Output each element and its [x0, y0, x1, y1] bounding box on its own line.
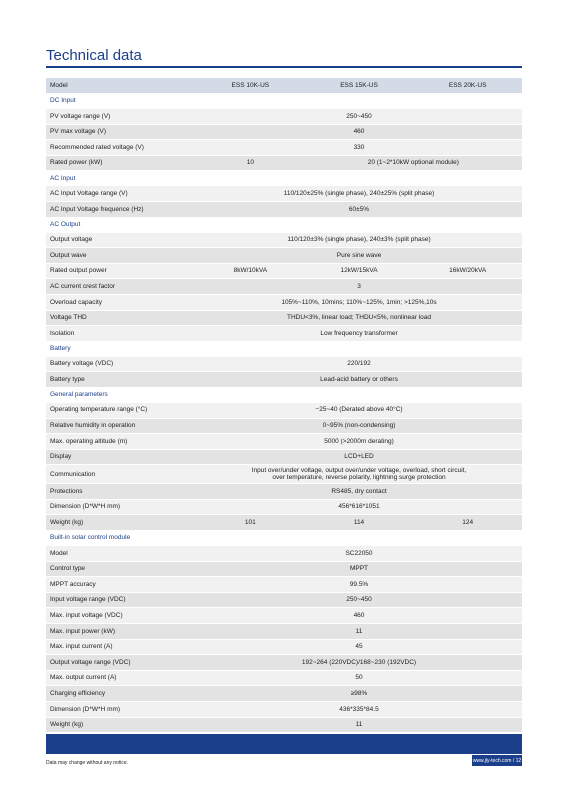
header-col-15k: ESS 15K-US: [340, 81, 378, 89]
spec-value: 105%~110%, 10mins; 110%~125%, 1min; >125%,10s: [281, 298, 437, 306]
spec-row: [46, 702, 522, 718]
spec-value: MPPT: [349, 565, 369, 573]
spec-row: [46, 419, 522, 435]
spec-value: ≥98%: [350, 689, 368, 697]
spec-label: PV max voltage (V): [50, 128, 106, 136]
spec-label: Max. input voltage (VDC): [50, 612, 123, 619]
spec-label: Max. input power (kW): [50, 627, 116, 635]
spec-cells: [196, 159, 522, 166]
spec-label: Relative humidity in operation: [50, 422, 136, 430]
spec-row: [46, 484, 522, 500]
spec-label: Input voltage range (VDC): [50, 596, 126, 604]
spec-label: AC current crest factor: [50, 282, 116, 290]
spec-row: [46, 434, 522, 450]
spec-value: −25~40 (Derated above 40°C): [315, 406, 403, 414]
spec-value: 0~95% (non-condensing): [322, 422, 396, 430]
spec-cell: 124: [462, 519, 474, 527]
spec-label: Weight (kg): [50, 721, 84, 729]
table-body: [46, 94, 522, 733]
section-label: AC Output: [50, 220, 81, 228]
section-heading: [46, 388, 522, 403]
spec-table: [46, 78, 522, 733]
spec-row: [46, 450, 522, 466]
spec-label: Battery voltage (VDC): [50, 360, 114, 368]
spec-cell: 20 (1~2*10kW optional module): [367, 159, 459, 167]
section-heading: [46, 531, 522, 546]
spec-label: Communication: [50, 470, 96, 478]
spec-row: [46, 125, 522, 141]
spec-value: 5000 (>2000m derating): [324, 437, 394, 445]
spec-row: [46, 403, 522, 419]
spec-label: Isolation: [50, 329, 75, 337]
spec-value: 456*616*1051: [338, 503, 380, 511]
spec-label: Max. input current (A): [50, 643, 113, 651]
spec-value: 192~264 (220VDC)/168~230 (192VDC): [301, 658, 417, 666]
section-heading: [46, 342, 522, 357]
spec-row: [46, 109, 522, 125]
spec-row: [46, 248, 522, 264]
spec-label: Voltage THD: [50, 314, 87, 322]
page-title: Technical data: [46, 47, 142, 64]
spec-label: Protections: [50, 487, 83, 495]
spec-cell: 114: [353, 519, 365, 527]
section-label: Battery: [50, 344, 71, 352]
header-col-10k: ESS 10K-US: [231, 81, 270, 89]
spec-row: [46, 465, 522, 484]
spec-label: Dimension (D*W*H mm): [50, 503, 121, 511]
footer-bar: [46, 734, 522, 754]
spec-label: Overload capacity: [50, 298, 103, 306]
section-label: AC Input: [50, 174, 76, 182]
footer-link[interactable]: www.jly-tech.com / 12: [472, 755, 522, 766]
spec-row: [46, 233, 522, 249]
spec-label: Max. output current (A): [50, 674, 117, 682]
spec-cell: 10: [246, 159, 254, 167]
header-col-20k: ESS 20K-US: [448, 81, 487, 89]
spec-value-line: Input over/under voltage, output over/under voltage, overload, short circuit,: [251, 466, 467, 474]
spec-value: 99.5%: [349, 580, 369, 588]
spec-row: [46, 546, 522, 562]
spec-value: 330: [353, 143, 365, 151]
spec-row: [46, 593, 522, 609]
spec-row: [46, 655, 522, 671]
spec-row: [46, 671, 522, 687]
section-heading: [46, 94, 522, 109]
spec-value: 11: [355, 627, 363, 635]
spec-value: Low frequency transformer: [320, 329, 398, 337]
spec-row: [46, 186, 522, 202]
spec-row: [46, 562, 522, 578]
spec-value: 220/192: [347, 360, 371, 368]
spec-row: [46, 515, 522, 531]
spec-cells: [196, 519, 522, 526]
spec-row: [46, 624, 522, 640]
spec-label: Dimension (D*W*H mm): [50, 705, 121, 713]
spec-label: Output wave: [50, 251, 87, 259]
spec-label: Control type: [50, 565, 86, 573]
spec-row: [46, 500, 522, 516]
spec-cell: 101: [244, 519, 256, 527]
spec-cell: 8kW/10kVA: [233, 267, 268, 275]
section-heading: [46, 171, 522, 186]
spec-value: 250~450: [346, 112, 372, 120]
spec-row: [46, 156, 522, 172]
spec-row: [46, 372, 522, 388]
spec-value: 460: [353, 128, 365, 136]
section-label: Built-in solar control module: [50, 534, 131, 542]
spec-value: LCD+LED: [344, 453, 374, 461]
title-divider: [46, 66, 522, 68]
spec-value: 11: [355, 721, 363, 729]
spec-value: RS485, dry contact: [331, 487, 387, 495]
spec-row: [46, 577, 522, 593]
spec-label: AC Input Voltage frequence (Hz): [50, 205, 144, 213]
spec-value: 3: [357, 282, 361, 290]
spec-value: Lead-acid battery or others: [320, 375, 398, 383]
spec-value: 460: [353, 612, 365, 619]
spec-value: 60±5%: [348, 205, 370, 213]
spec-label: Recommended rated voltage (V): [50, 143, 144, 151]
spec-label: Charging efficiency: [50, 689, 106, 697]
spec-value-line: over temperature, reverse polarity, lightning surge protection: [272, 474, 446, 482]
spec-label: Rated power (kW): [50, 159, 103, 167]
section-heading: [46, 218, 522, 233]
spec-label: Display: [50, 453, 72, 461]
disclaimer: Data may change without any notice.: [46, 760, 128, 766]
spec-label: Output voltage range (VDC): [50, 658, 131, 666]
spec-value: 110/120±3% (single phase), 240±3% (split phase): [287, 236, 431, 244]
spec-row: [46, 140, 522, 156]
spec-value: 436*335*84.5: [339, 705, 379, 713]
spec-value-multiline: [196, 467, 522, 482]
spec-row: [46, 640, 522, 656]
spec-row: [46, 718, 522, 734]
header-label: Model: [50, 81, 68, 89]
spec-label: Battery type: [50, 375, 85, 383]
header-cells: [196, 82, 522, 89]
spec-label: MPPT accuracy: [50, 580, 96, 588]
spec-row: [46, 264, 522, 280]
spec-value: SC22050: [345, 549, 373, 557]
spec-value: 45: [355, 643, 363, 651]
spec-cell: 16kW/20kVA: [449, 267, 487, 275]
spec-row: [46, 202, 522, 218]
spec-label: Rated output power: [50, 267, 107, 275]
section-label: General parameters: [50, 391, 108, 399]
spec-value: 250~450: [346, 596, 372, 604]
spec-label: Max. operating altitude (m): [50, 437, 128, 445]
section-label: DC Input: [50, 97, 76, 105]
spec-cells: [196, 267, 522, 274]
spec-value: THDU<3%, linear load; THDU<5%, nonlinear load: [286, 314, 432, 322]
spec-value: 110/120±25% (single phase), 240±25% (split phase): [283, 189, 435, 197]
spec-value: 50: [355, 674, 363, 682]
spec-row: [46, 326, 522, 342]
table-header-row: [46, 78, 522, 94]
spec-label: Model: [50, 549, 68, 557]
spec-row: [46, 608, 522, 624]
spec-label: AC Input Voltage range (V): [50, 189, 128, 197]
spec-label: PV voltage range (V): [50, 112, 111, 120]
spec-label: Weight (kg): [50, 519, 84, 527]
spec-row: [46, 357, 522, 373]
spec-row: [46, 686, 522, 702]
spec-row: [46, 311, 522, 327]
spec-row: [46, 295, 522, 311]
spec-value: Pure sine wave: [336, 251, 382, 259]
spec-row: [46, 279, 522, 295]
spec-label: Output voltage: [50, 236, 93, 244]
spec-label: Operating temperature range (°C): [50, 406, 148, 414]
spec-cell: 12kW/15kVA: [340, 267, 378, 275]
